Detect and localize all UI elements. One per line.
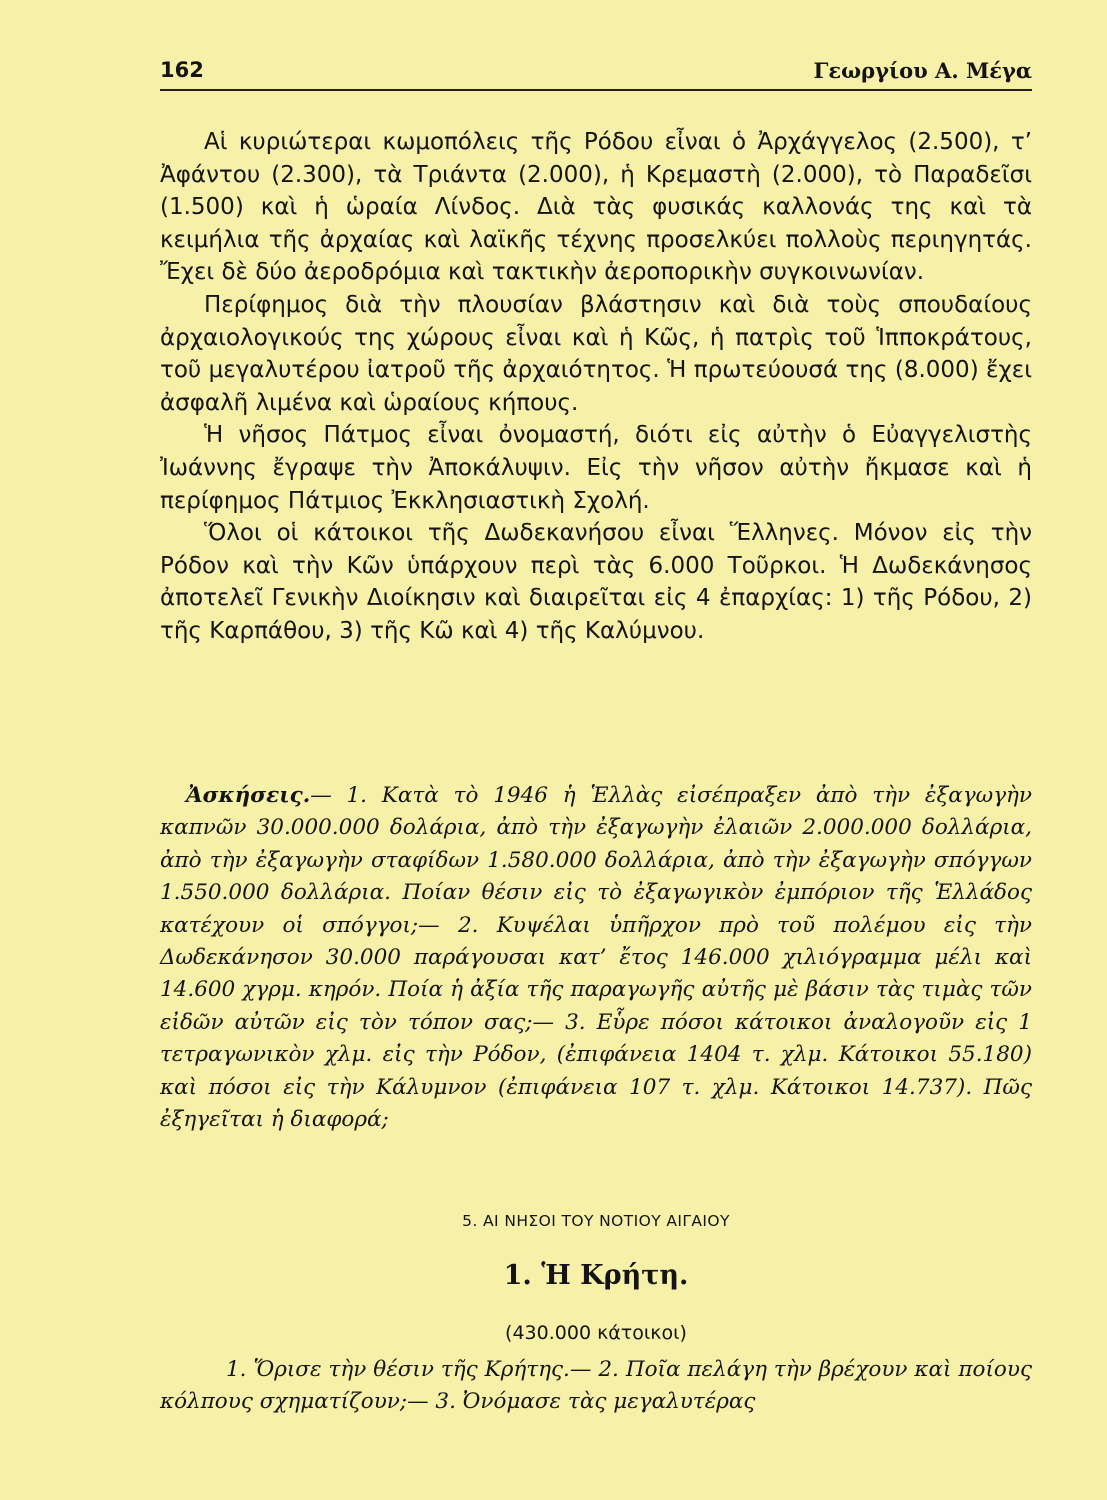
- paragraph-dodecanese-population: Ὅλοι οἱ κάτοικοι τῆς Δωδεκανήσου εἶναι Ἕλληνες. Μόνον εἰς τὴν Ρόδον καὶ τὴν Κῶν ὑπάρχουν περὶ τὰς 6.000 Τοῦρκοι. Ἡ Δωδεκάνησος ἀποτελεῖ Γενικὴν Διοίκησιν καὶ διαιρεῖται εἰς 4 ἐπαρχίας: 1) τῆς Ρόδου, 2) τῆς Καρπάθου, 3) τῆς Κῶ καὶ 4) τῆς Καλύμνου.: [160, 520, 1032, 644]
- page-header: [160, 58, 1032, 90]
- questions-block: [160, 1354, 1032, 1419]
- exercises-block: [160, 780, 1032, 1136]
- section-heading: 5. ΑΙ ΝΗΣΟΙ ΤΟΥ ΝΟΤΙΟΥ ΑΙΓΑΙΟΥ: [462, 1212, 730, 1230]
- paragraph-rhodes-towns: Αἱ κυριώτεραι κωμοπόλεις τῆς Ρόδου εἶναι ὁ Ἀρχάγγελος (2.500), τ’ Ἀφάντου (2.300), τὰ Τριάντα (2.000), ἡ Κρεμαστὴ (2.000), τὸ Παραδεῖσι (1.500) καὶ ἡ ὡραία Λίνδος. Διὰ τὰς φυσικάς καλλονάς της καὶ τὰ κειμήλια τῆς ἀρχαίας καὶ λαϊκῆς τέχνης προσελκύει πολλοὺς περιηγητάς. Ἔχει δὲ δύο ἀεροδρόμια καὶ τακτικὴν ἀεροπορικὴν συγκοινωνίαν.: [160, 129, 1032, 286]
- chapter-title: 1. Ἡ Κρήτη.: [503, 1260, 689, 1291]
- paragraph-patmos: Ἡ νῆσος Πάτμος εἶναι ὀνομαστή, διότι εἰς αὐτὴν ὁ Εὐαγγελιστὴς Ἰωάννης ἔγραψε τὴν Ἀποκάλυψιν. Εἰς τὴν νῆσον αὐτὴν ἤκμασε καὶ ἡ περίφημος Πάτμιος Ἐκκλησιαστικὴ Σχολή.: [160, 422, 1032, 514]
- page-number: 162: [160, 58, 204, 82]
- exercises-label: Ἀσκήσεις.: [186, 783, 311, 808]
- population-note: (430.000 κάτοικοι): [505, 1322, 687, 1344]
- main-text: [160, 126, 1032, 648]
- exercises-text: — 1. Κατὰ τὸ 1946 ἡ Ἑλλὰς εἰσέπραξεν ἀπὸ τὴν ἐξαγωγὴν καπνῶν 30.000.000 δολάρια, ἀπὸ τὴν ἐξαγωγὴν ἐλαιῶν 2.000.000 δολλάρια, ἀπὸ τὴν ἐξαγωγὴν σταφίδων 1.580.000 δολλάρια, ἀπὸ τὴν ἐξαγωγὴν σπόγγων 1.550.000 δολλάρια. Ποίαν θέσιν εἰς τὸ ἐξαγωγικὸν ἐμπόριον τῆς Ἑλλάδος κατέχουν οἱ σπόγγοι;— 2. Κυψέλαι ὑπῆρχον πρὸ τοῦ πολέμου εἰς τὴν Δωδεκάνησον 30.000 παράγουσαι κατ’ ἔτος 146.000 χιλιόγραμμα μέλι καὶ 14.600 χγρμ. κηρόν. Ποία ἡ ἀξία τῆς παραγωγῆς αὐτῆς μὲ βάσιν τὰς τιμὰς τῶν εἰδῶν αὐτῶν εἰς τὸν τόπον σας;— 3. Εὗρε πόσοι κάτοικοι ἀναλογοῦν εἰς 1 τετραγωνικὸν χλμ. εἰς τὴν Ρόδον, (ἐπιφάνεια 1404 τ. χλμ. Κάτοικοι 55.180) καὶ πόσοι εἰς τὴν Κάλυμνον (ἐπιφάνεια 107 τ. χλμ. Κάτοικοι 14.737). Πῶς ἐξηγεῖται ἡ διαφορά;: [160, 783, 1032, 1133]
- running-head: Γεωργίου Α. Μέγα: [813, 58, 1032, 83]
- paragraph-kos: Περίφημος διὰ τὴν πλουσίαν βλάστησιν καὶ διὰ τοὺς σπουδαίους ἀρχαιολογικούς της χώρους εἶναι καὶ ἡ Κῶς, ἡ πατρὶς τοῦ Ἱπποκράτους, τοῦ μεγαλυτέρου ἰατροῦ τῆς ἀρχαιότητος. Ἡ πρωτεύουσά της (8.000) ἔχει ἀσφαλῆ λιμένα καὶ ὡραίους κήπους.: [160, 291, 1032, 416]
- questions-text: 1. Ὅρισε τὴν θέσιν τῆς Κρήτης.— 2. Ποῖα πελάγη τὴν βρέχουν καὶ ποίους κόλπους σχηματίζουν;— 3. Ὀνόμασε τὰς μεγαλυτέρας: [160, 1357, 1032, 1415]
- header-rule: [160, 89, 1032, 91]
